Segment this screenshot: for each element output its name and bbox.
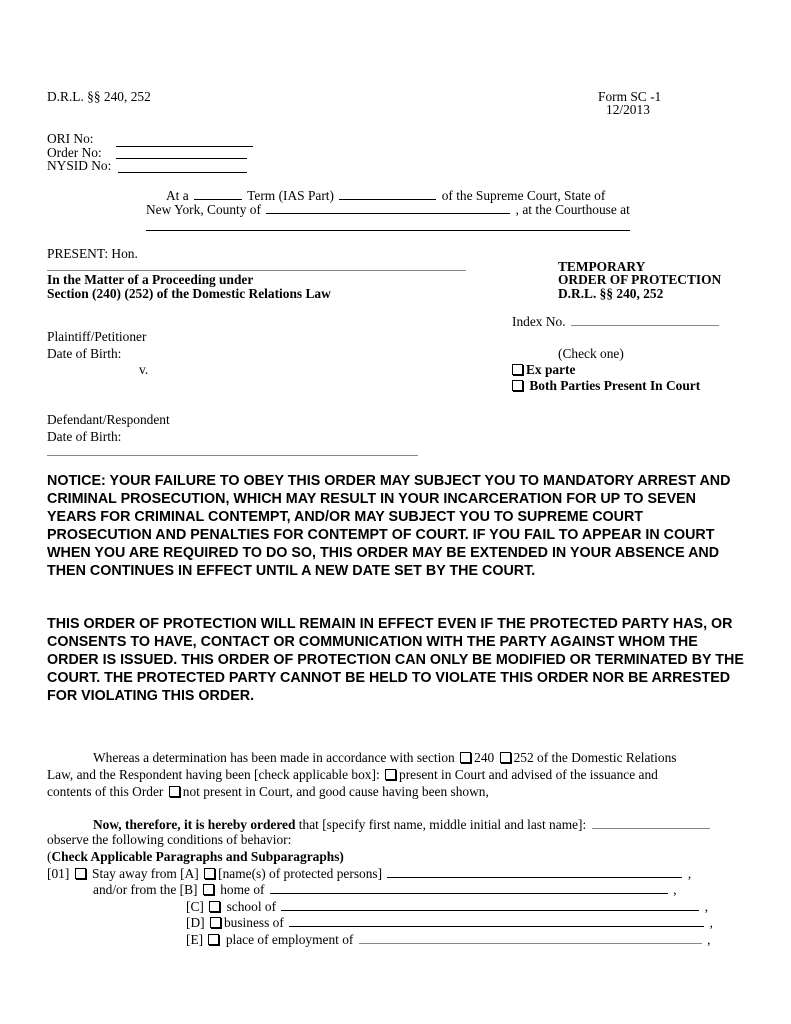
caption-divider <box>47 455 418 456</box>
present-court-checkbox[interactable] <box>385 769 396 780</box>
check-paragraphs-label: Check Applicable Paragraphs and Subparagraphs) <box>51 849 344 864</box>
whereas-line-2 <box>47 767 658 783</box>
section-252-checkbox[interactable] <box>500 752 511 763</box>
term-label: Term (IAS Part) <box>247 188 334 203</box>
stay-away-label: Stay away from [A] <box>92 866 199 881</box>
title-order-of-protection: ORDER OF PROTECTION <box>558 272 722 287</box>
defendant-dob-label: Date of Birth: <box>47 429 122 444</box>
index-field[interactable] <box>571 313 719 326</box>
business-field[interactable] <box>289 914 704 927</box>
ordered-line <box>93 816 712 833</box>
school-checkbox[interactable] <box>209 901 220 912</box>
business-row <box>186 914 713 931</box>
condition-number: [01] <box>47 866 70 881</box>
ori-label: ORI No: <box>47 131 94 146</box>
check-paragraphs-line <box>47 849 344 865</box>
school-field[interactable] <box>281 898 699 911</box>
plaintiff-dob-label: Date of Birth: <box>47 346 122 361</box>
county-field[interactable] <box>266 201 510 214</box>
d-label: [D] <box>186 915 205 930</box>
home-field[interactable] <box>270 881 668 894</box>
whereas-line-3 <box>47 784 489 800</box>
business-label: business of <box>223 915 284 930</box>
both-parties-checkbox[interactable] <box>512 380 523 391</box>
not-present-label: not present in Court, and good cause having been shown, <box>182 784 489 799</box>
matter-line-2: Section (240) (252) of the Domestic Relations Law <box>47 286 331 301</box>
ex-parte-option <box>510 362 575 378</box>
county-label: New York, County of <box>146 202 261 217</box>
employment-row <box>186 931 710 948</box>
protected-persons-checkbox[interactable] <box>204 868 215 879</box>
ias-part-field[interactable] <box>339 187 436 200</box>
employment-checkbox[interactable] <box>208 934 219 945</box>
observe-line: observe the following conditions of behavior: <box>47 832 292 847</box>
index-row <box>512 313 721 330</box>
comma: , <box>673 882 677 897</box>
comma: , <box>709 915 713 930</box>
c-label: [C] <box>186 899 204 914</box>
defendant-label: Defendant/Respondent <box>47 412 170 427</box>
both-parties-label: Both Parties Present In Court <box>529 378 701 393</box>
e-label: [E] <box>186 932 204 947</box>
home-row <box>93 881 677 898</box>
court-line-2 <box>146 201 630 218</box>
notice-paragraph-2: THIS ORDER OF PROTECTION WILL REMAIN IN EFFECT EVEN IF THE PROTECTED PARTY HAS, OR CONSENTS TO HAVE, CONTACT OR COMMUNICATION WITH THE PARTY AGAINST WHOM THE ORDER IS ISSUED. THIS ORDER OF PROTECTION CAN ONLY BE MODIFIED OR TERMINATED BY THE COURT. THE PROTECTED PARTY CANNOT BE HELD TO VIOLATE THIS ORDER NOR BE ARRESTED FOR VIOLATING THIS ORDER. <box>47 616 744 704</box>
whereas-text-2: Law, and the Respondent having been [check applicable box]: <box>47 767 380 782</box>
both-parties-option <box>510 378 700 394</box>
title-statute: D.R.L. §§ 240, 252 <box>558 286 664 301</box>
home-checkbox[interactable] <box>203 884 214 895</box>
andor-label: and/or from the [B] <box>93 882 198 897</box>
comma: , <box>687 866 692 881</box>
comma: , <box>707 932 711 947</box>
title-temporary: TEMPORARY <box>558 259 646 274</box>
order-label: Order No: <box>47 145 102 160</box>
versus-text: v. <box>139 362 149 377</box>
courthouse-field[interactable] <box>146 230 630 231</box>
present-court-label: present in Court and advised of the issuance and <box>399 767 658 782</box>
ex-parte-checkbox[interactable] <box>512 364 523 375</box>
condition-01-checkbox[interactable] <box>75 868 86 879</box>
term-field[interactable] <box>194 187 242 200</box>
matter-line-1: In the Matter of a Proceeding under <box>47 272 254 287</box>
section-240-label: 240 <box>474 750 495 765</box>
statute-reference: D.R.L. §§ 240, 252 <box>47 89 151 104</box>
protected-persons-field[interactable] <box>387 865 682 878</box>
check-open-paren: ( <box>47 849 52 864</box>
school-label: school of <box>226 899 277 914</box>
ordered-bold-text: Now, therefore, it is hereby ordered <box>93 817 296 832</box>
index-label: Index No. <box>512 314 566 329</box>
section-252-label: 252 of the Domestic Relations <box>513 750 677 765</box>
present-label: PRESENT: Hon. <box>47 246 138 261</box>
ex-parte-label: Ex parte <box>526 362 576 377</box>
nysid-field[interactable] <box>118 172 247 173</box>
not-present-checkbox[interactable] <box>169 786 180 797</box>
notice-paragraph-1: NOTICE: YOUR FAILURE TO OBEY THIS ORDER MAY SUBJECT YOU TO MANDATORY ARREST AND CRIMINAL PROSECUTION, WHICH MAY RESULT IN YOUR INCARCERATION FOR UP TO SEVEN YEARS FOR CRIMINAL CONTEMPT, AND/OR MAY SUBJECT YOU TO SUPREME COURT PROSECUTION AND PENALTIES FOR CONTEMPT OF COURT. IF YOU FAIL TO APPEAR IN COURT WHEN YOU ARE REQUIRED TO DO SO, THIS ORDER MAY BE EXTENDED IN YOUR ABSENCE AND THEN CONTINUES IN EFFECT UNTIL A NEW DATE SET BY THE COURT. <box>47 473 731 579</box>
respondent-name-field[interactable] <box>592 816 710 829</box>
condition-01-row <box>47 865 691 882</box>
form-date: 12/2013 <box>606 102 650 117</box>
comma: , <box>704 899 709 914</box>
whereas-text-3: contents of this Order <box>47 784 164 799</box>
at-a-text: At a <box>166 188 189 203</box>
whereas-text-1: Whereas a determination has been made in accordance with section <box>93 750 455 765</box>
check-one-label: (Check one) <box>558 346 624 361</box>
section-240-checkbox[interactable] <box>460 752 471 763</box>
courthouse-label: , at the Courthouse at <box>515 202 630 217</box>
ori-field[interactable] <box>116 146 253 147</box>
form-id: Form SC -1 <box>598 89 662 104</box>
plaintiff-label: Plaintiff/Petitioner <box>47 329 147 344</box>
school-row <box>186 898 708 915</box>
protected-persons-label: [name(s) of protected persons] <box>218 866 383 881</box>
employment-label: place of employment of <box>225 932 354 947</box>
employment-field[interactable] <box>359 931 702 944</box>
whereas-line-1 <box>93 750 676 766</box>
business-checkbox[interactable] <box>210 917 221 928</box>
order-field[interactable] <box>116 158 247 159</box>
supreme-court-text: of the Supreme Court, State of <box>441 188 606 203</box>
ordered-text: that [specify first name, middle initial and last name]: <box>298 817 587 832</box>
judge-name-field[interactable] <box>47 270 466 271</box>
nysid-label: NYSID No: <box>47 158 112 173</box>
home-label: home of <box>220 882 265 897</box>
